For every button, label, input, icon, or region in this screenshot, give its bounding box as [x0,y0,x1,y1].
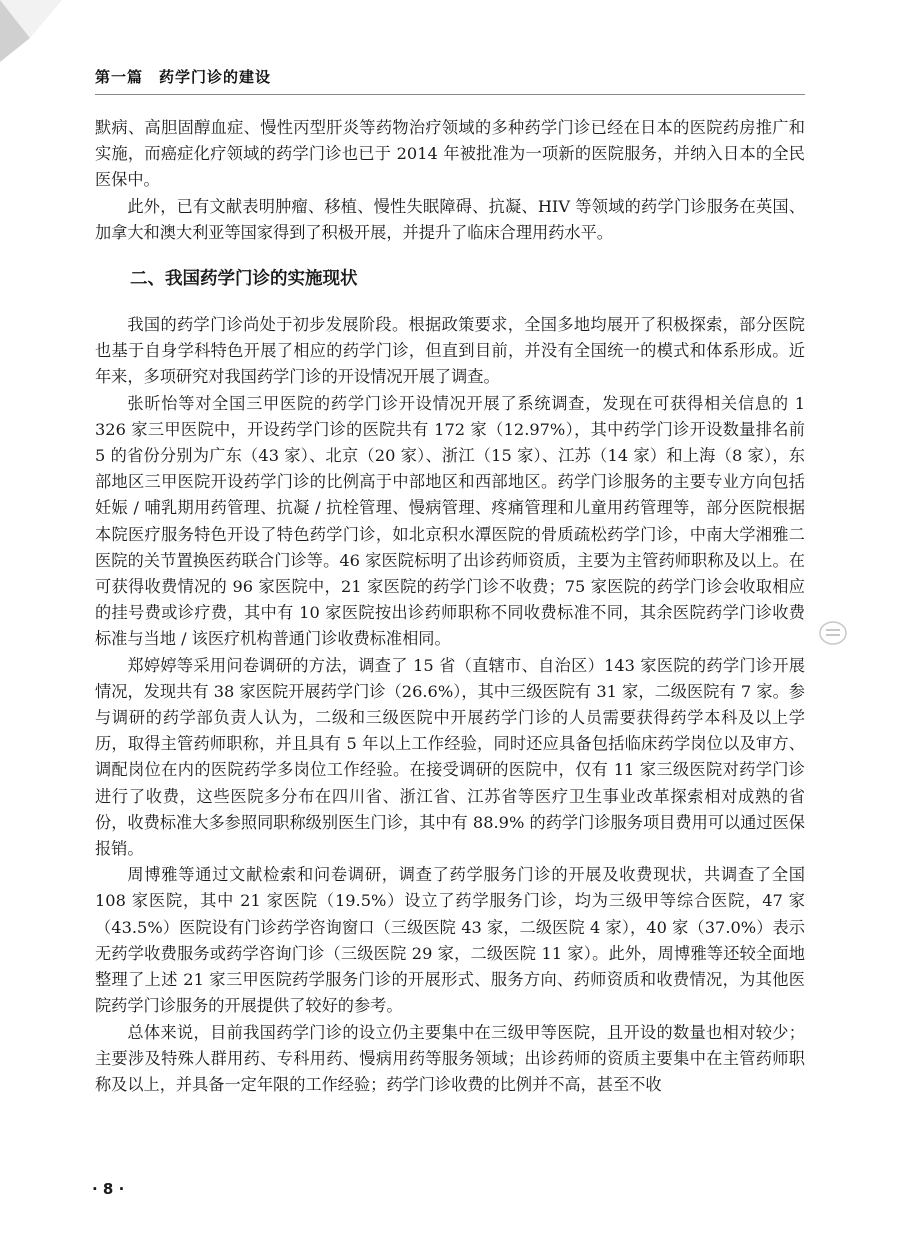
corner-decoration [0,0,90,90]
paragraph: 我国的药学门诊尚处于初步发展阶段。根据政策要求，全国多地均展开了积极探索，部分医院也基于自身学科特色开展了相应的药学门诊，但直到目前，并没有全国统一的模式和体系形成。近年来，多项研究对我国药学门诊的开设情况开展了调查。 [95,315,805,387]
page-number: · 8 · [92,1180,125,1198]
page-body [95,115,805,1098]
paragraph: 此外，已有文献表明肿瘤、移植、慢性失眠障碍、抗凝、HIV 等领域的药学门诊服务在英国、加拿大和澳大利亚等国家得到了积极开展，并提升了临床合理用药水平。 [95,196,805,242]
section-heading: 二、我国药学门诊的实施现状 [130,269,358,290]
paragraph: 默病、高胆固醇血症、慢性丙型肝炎等药物治疗领域的多种药学门诊已经在日本的医院药房推广和实施，而癌症化疗领域的药学门诊也已于 2014 年被批准为一项新的医院服务，并纳入日本的全民医保中。 [95,118,805,190]
running-header: 第一篇 药学门诊的建设 [95,68,272,86]
paragraph: 郑婷婷等采用问卷调研的方法，调查了 15 省（直辖市、自治区）143 家医院的药学门诊开展情况，发现共有 38 家医院开展药学门诊（26.6%），其中三级医院有 31 家，二级医院有 7 家。参与调研的药学部负责人认为，二级和三级医院中开展药学门诊的人员需要获得药学本科及以上学历，取得主管药师职称，并且具有 5 年以上工作经验，同时还应具备包括临床药学岗位以及审方、调配岗位在内的医院药学多岗位工作经验。在接受调研的医院中，仅有 11 家三级医院对药学门诊进行了收费，这些医院多分布在四川省、浙江省、江苏省等医疗卫生事业改革探索相对成熟的省份，收费标准大多参照同职称级别医生门诊，其中有 88.9% 的药学门诊服务项目费用可以通过医保报销。 [95,655,805,859]
publisher-watermark-icon [818,620,848,646]
header-divider [95,94,805,95]
paragraph: 总体来说，目前我国药学门诊的设立仍主要集中在三级甲等医院，且开设的数量也相对较少；主要涉及特殊人群用药、专科用药、慢病用药等服务领域；出诊药师的资质主要集中在主管药师职称及以上，并具备一定年限的工作经验；药学门诊收费的比例并不高，甚至不收 [95,1022,805,1094]
paragraph: 张昕怡等对全国三甲医院的药学门诊开设情况开展了系统调查，发现在可获得相关信息的 1 326 家三甲医院中，开设药学门诊的医院共有 172 家（12.97%），其中药学门诊开设数量排名前 5 的省份分别为广东（43 家）、北京（20 家）、浙江（15 家）、江苏（14 家）和上海（8 家），东部地区三甲医院开设药学门诊的比例高于中部地区和西部地区。药学门诊服务的主要专业方向包括妊娠 / 哺乳期用药管理、抗凝 / 抗栓管理、慢病管理、疼痛管理和儿童用药管理等，部分医院根据本院医疗服务特色开设了特色药学门诊，如北京积水潭医院的骨质疏松药学门诊，中南大学湘雅二医院的关节置换医药联合门诊等。46 家医院标明了出诊药师资质，主要为主管药师职称及以上。在可获得收费情况的 96 家医院中，21 家医院的药学门诊不收费；75 家医院的药学门诊会收取相应的挂号费或诊疗费，其中有 10 家医院按出诊药师职称不同收费标准不同，其余医院药学门诊收费标准与当地 / 该医疗机构普通门诊收费标准相同。 [95,393,805,649]
paragraph: 周博雅等通过文献检索和问卷调研，调查了药学服务门诊的开展及收费现状，共调查了全国 108 家医院，其中 21 家医院（19.5%）设立了药学服务门诊，均为三级甲等综合医院，47 家（43.5%）医院设有门诊药学咨询窗口（三级医院 43 家，二级医院 4 家），40 家（37.0%）表示无药学收费服务或药学咨询门诊（三级医院 29 家，二级医院 11 家）。此外，周博雅等还较全面地整理了上述 21 家三甲医院药学服务门诊的开展形式、服务方向、药师资质和收费情况，为其他医院药学门诊服务的开展提供了较好的参考。 [95,865,805,1016]
